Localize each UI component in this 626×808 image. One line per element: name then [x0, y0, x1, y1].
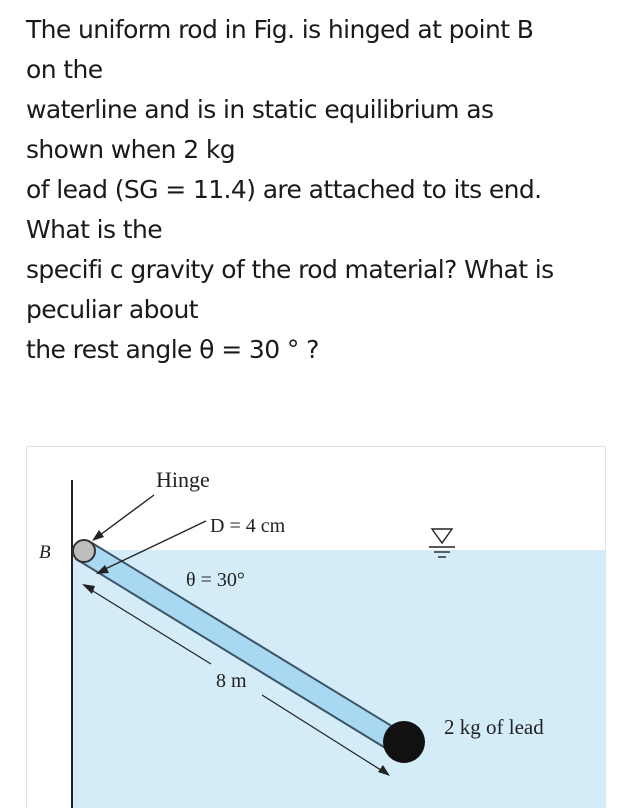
- diameter-label: D = 4 cm: [210, 515, 286, 537]
- problem-line: waterline and is in static equilibrium as: [26, 95, 494, 124]
- point-b-label: B: [39, 542, 51, 563]
- problem-line: The uniform rod in Fig. is hinged at point B: [26, 15, 534, 44]
- rod-diagram: [26, 446, 606, 808]
- problem-line: specifi c gravity of the rod material? What is: [26, 255, 554, 284]
- lead-label: 2 kg of lead: [444, 715, 544, 739]
- problem-line: the rest angle θ = 30 ° ?: [26, 335, 319, 364]
- length-label: 8 m: [216, 670, 247, 692]
- rod-diagram-svg: [26, 446, 606, 808]
- problem-line: What is the: [26, 215, 162, 244]
- problem-line: peculiar about: [26, 295, 199, 324]
- problem-statement: [26, 10, 616, 370]
- angle-label: θ = 30°: [186, 569, 245, 591]
- hinge-icon: [73, 540, 95, 562]
- lead-weight: [383, 721, 425, 763]
- hinge-label: Hinge: [156, 467, 210, 492]
- problem-line: shown when 2 kg: [26, 135, 236, 164]
- problem-line: of lead (SG = 11.4) are attached to its end.: [26, 175, 542, 204]
- problem-line: on the: [26, 55, 103, 84]
